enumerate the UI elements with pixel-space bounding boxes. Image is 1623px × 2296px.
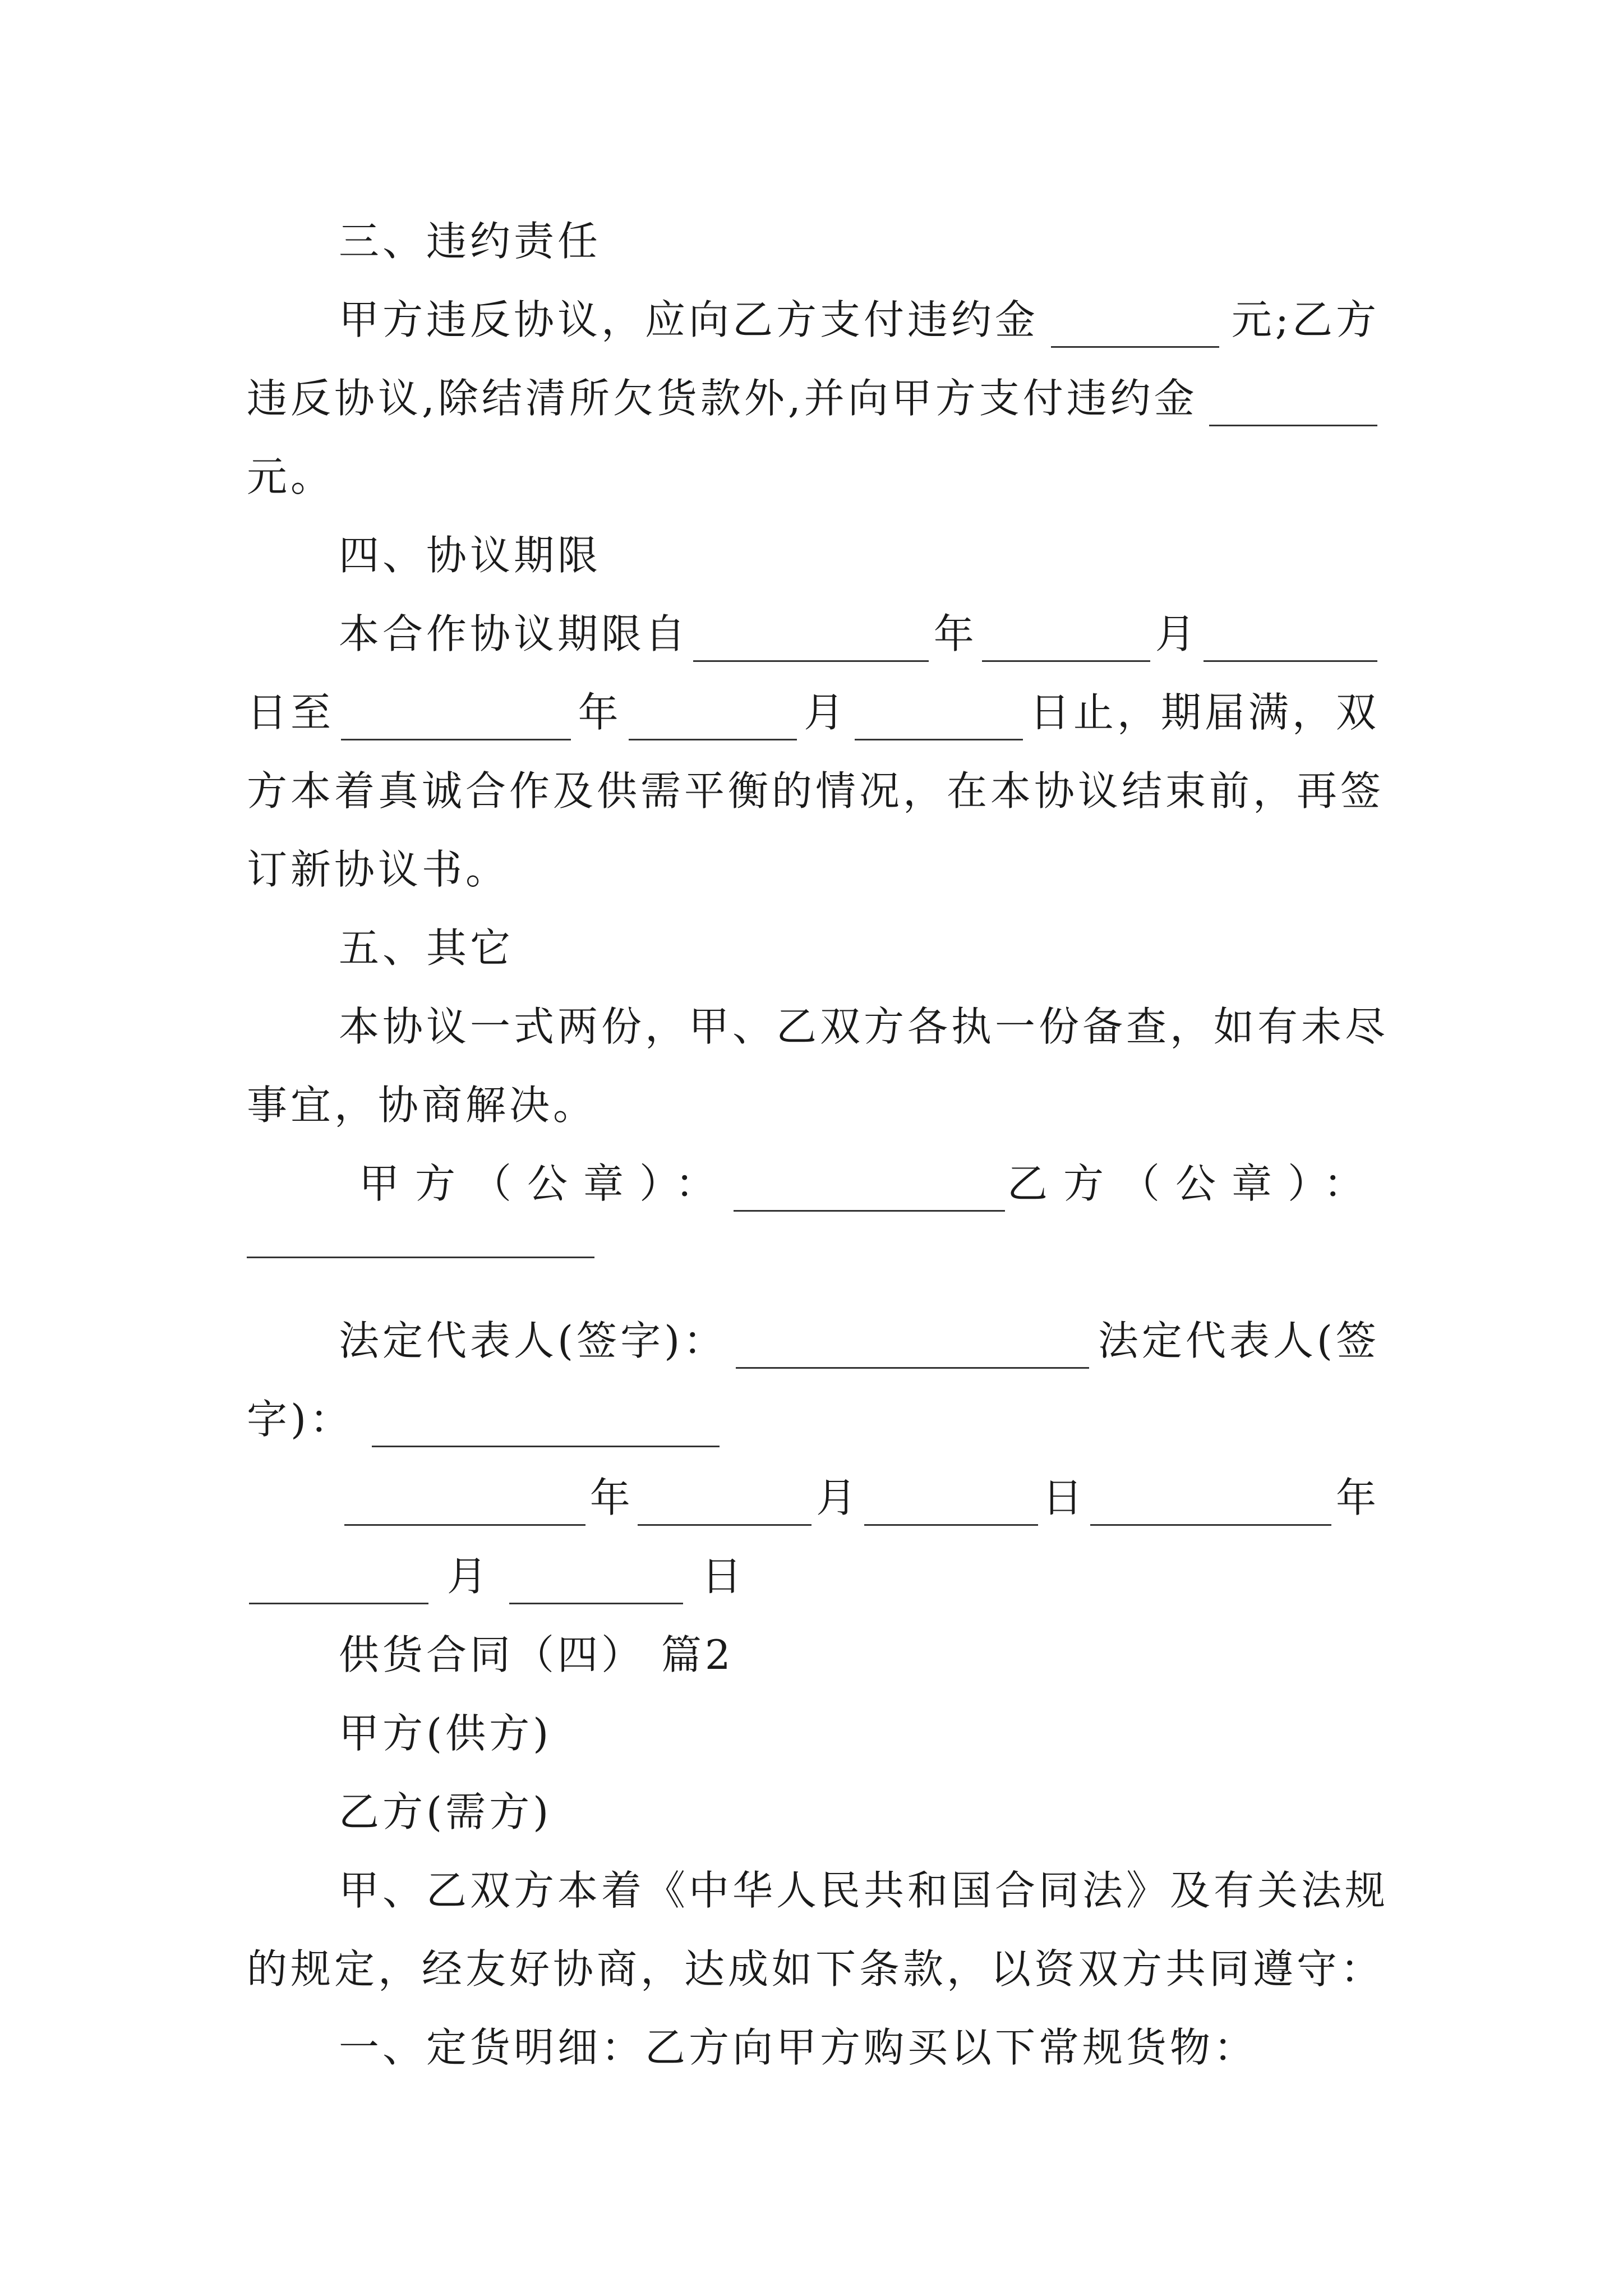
year-label: 年 [1335, 1474, 1380, 1521]
end-day-blank[interactable] [855, 700, 1023, 740]
month-label: 月 [1155, 610, 1199, 657]
section3-heading: 三、违约责任 [339, 218, 602, 265]
party-a-seal-blank[interactable] [734, 1171, 1005, 1212]
date-line2 [247, 1548, 1380, 1604]
end-month-blank[interactable] [629, 700, 797, 740]
party-a-seal-label: 甲方（公章）： [359, 1160, 732, 1207]
date-b-month-blank[interactable] [249, 1563, 428, 1604]
section3-text: 元;乙方 [1231, 296, 1380, 343]
start-month-blank[interactable] [982, 621, 1150, 662]
section5-para-line2: 事宜，协商解决。 [247, 1082, 597, 1129]
party-b-seal-blank[interactable] [247, 1217, 594, 1258]
day-label: 日 [1042, 1474, 1086, 1521]
section4-para-line2 [247, 684, 1380, 740]
date-b-year-blank[interactable] [1090, 1485, 1331, 1526]
section4-text: 日止，期届满，双 [1029, 689, 1380, 736]
section3-text: 违反协议,除结清所欠货款外,并向甲方支付违约金 [247, 375, 1198, 422]
rep-a-label: 法定代表人(签字)： [339, 1317, 727, 1364]
section4-para-line3: 方本着真诚合作及供需平衡的情况，在本协议结束前，再签 [247, 767, 1385, 815]
party-b-seal-label: 乙方（公章）： [1007, 1160, 1380, 1207]
section5-heading: 五、其它 [339, 924, 514, 972]
section5-para-line1: 本协议一式两份，甲、乙双方各执一份备查，如有未尽 [339, 1003, 1389, 1050]
contract2-intro-line1: 甲、乙双方本着《中华人民共和国合同法》及有关法规 [339, 1867, 1389, 1914]
contract2-item1: 一、定货明细：乙方向甲方购买以下常规货物： [339, 2024, 1258, 2071]
section4-para-line1 [339, 606, 1380, 662]
rep-line [339, 1313, 1380, 1369]
section4-text: 本合作协议期限自 [339, 610, 689, 657]
section4-text: 日至 [247, 689, 335, 736]
penalty-b-blank[interactable] [1209, 385, 1377, 426]
rep-line2 [247, 1391, 1380, 1447]
section4-heading: 四、协议期限 [339, 532, 602, 579]
contract2-title: 供货合同（四） 篇2 [339, 1631, 734, 1678]
date-a-year-blank[interactable] [344, 1485, 585, 1526]
day-label: 日 [701, 1553, 745, 1600]
month-label: 月 [446, 1553, 491, 1600]
date-b-day-blank[interactable] [509, 1563, 683, 1604]
rep-a-blank[interactable] [736, 1328, 1089, 1369]
date-line1 [342, 1470, 1380, 1526]
section3-para-line2 [247, 370, 1380, 426]
start-day-blank[interactable] [1204, 621, 1377, 662]
year-label: 年 [578, 689, 622, 736]
date-a-day-blank[interactable] [864, 1485, 1038, 1526]
section3-para-line1 [339, 292, 1380, 348]
month-label: 月 [804, 689, 848, 736]
month-label: 月 [816, 1474, 860, 1521]
contract2-party-a: 甲方(供方) [339, 1710, 552, 1757]
contract2-party-b: 乙方(需方) [339, 1788, 552, 1835]
start-year-blank[interactable] [693, 621, 929, 662]
penalty-a-blank[interactable] [1051, 307, 1219, 348]
section3-text: 甲方违反协议，应向乙方支付违约金 [339, 296, 1039, 343]
section3-para-line3: 元。 [247, 453, 335, 500]
year-label: 年 [933, 610, 978, 657]
end-year-blank[interactable] [341, 700, 571, 740]
contract2-intro-line2: 的规定，经友好协商，达成如下条款，以资双方共同遵守： [247, 1945, 1385, 1993]
seal-line [359, 1156, 1380, 1212]
rep-b-label-cont: 字)： [247, 1396, 354, 1443]
year-label: 年 [589, 1474, 634, 1521]
date-a-month-blank[interactable] [638, 1485, 811, 1526]
section4-para-line4: 订新协议书。 [247, 846, 510, 893]
rep-b-blank[interactable] [372, 1406, 720, 1447]
rep-b-label: 法定代表人(签 [1098, 1317, 1380, 1364]
